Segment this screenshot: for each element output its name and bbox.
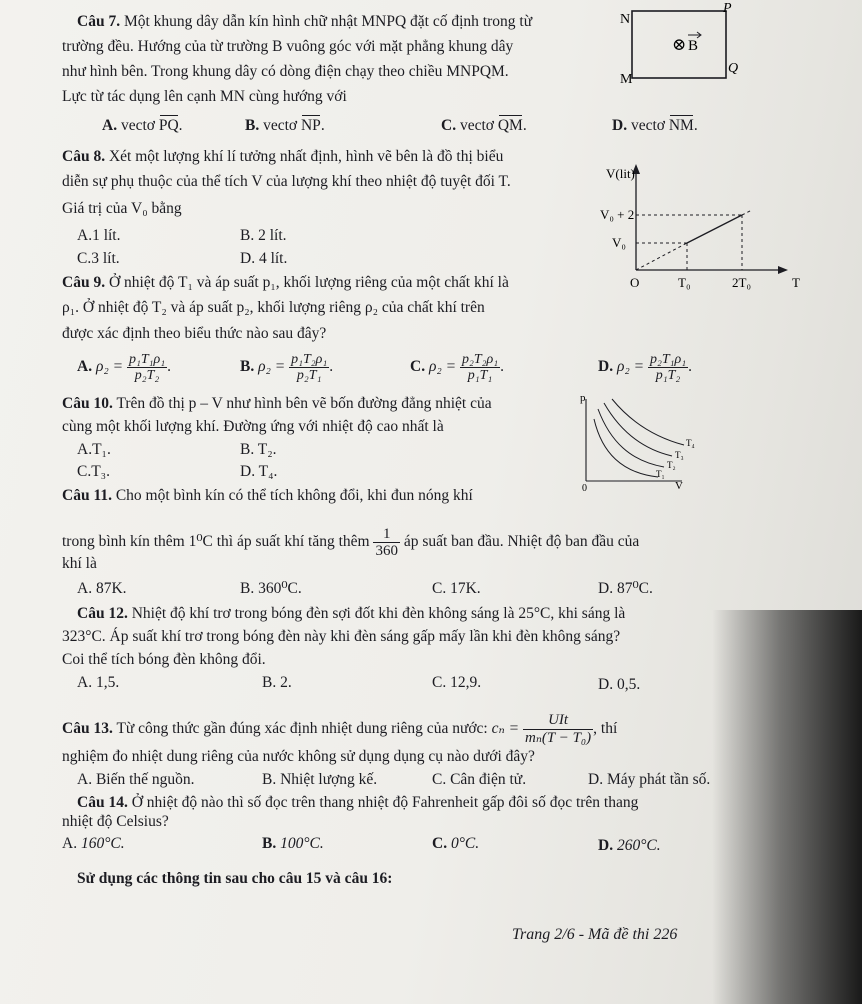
vt-y-tick-low: V₀	[612, 235, 626, 250]
vt-x-tick-1: T₀	[678, 275, 691, 290]
q9-option-d[interactable]: D. ρ₂ = $\frac{\text{p₂T₁ρ₁}}{\text{p₁T₂}}$ .	[598, 352, 692, 383]
q9-option-a[interactable]: A. ρ₂ = $\frac{\text{p₁T₁ρ₁}}{\text{p₂T₂}}$ .	[77, 352, 171, 383]
pv-x-axis-label: V	[675, 480, 683, 492]
q7-line-2: trường đều. Hướng của từ trường B vuông góc với mặt phẳng khung dây	[62, 38, 514, 55]
q11-option-a[interactable]: A. 87K.	[77, 580, 127, 597]
q7-option-c[interactable]: C. vectơ QM.	[441, 117, 527, 134]
q7-option-d[interactable]: D. vectơ NM.	[612, 117, 698, 134]
q12-option-a[interactable]: A. 1,5.	[77, 674, 120, 691]
q11-option-d[interactable]: D. 87⁰C.	[598, 580, 653, 597]
label-p: P	[723, 1, 732, 16]
q10-option-c[interactable]: C.T₃.	[77, 463, 110, 480]
vt-x-tick-2: 2T₀	[732, 275, 751, 290]
q8-option-c[interactable]: C.3 lít.	[77, 250, 120, 267]
pv-curve-label-t4: T₄	[686, 438, 695, 448]
q9-option-c[interactable]: C. ρ₂ = $\frac{\text{p₂T₂ρ₁}}{\text{p₁T₁}}$ .	[410, 352, 504, 383]
vt-y-tick-high: V₀ + 2	[600, 207, 635, 222]
vector-np: NP	[300, 117, 321, 134]
q11-option-b[interactable]: B. 360⁰C.	[240, 580, 302, 597]
vector-qm: QM	[497, 117, 523, 134]
q10-option-b[interactable]: B. T₂.	[240, 441, 277, 458]
q11-option-c[interactable]: C. 17K.	[432, 580, 481, 597]
field-b-label: B	[688, 38, 699, 54]
q14-option-d[interactable]: D. 260°C.	[598, 837, 661, 854]
q7-line-3: như hình bên. Trong khung dây có dòng điện chạy theo chiều MNPQM.	[62, 63, 509, 80]
pv-curve-label-t3: T₃	[675, 450, 684, 460]
label-q: Q	[728, 61, 739, 76]
q12-line-2: 323°C. Áp suất khí trơ trong bóng đèn này khi đèn sáng gấp mấy lần khi đèn không sáng?	[62, 628, 621, 645]
vector-nm: NM	[668, 117, 694, 134]
q11-line-1: Câu 11. Cho một bình kín có thể tích không đổi, khi đun nóng khí	[62, 487, 473, 504]
q7-option-b[interactable]: B. vectơ NP.	[245, 117, 325, 134]
q14-option-b[interactable]: B. 100°C.	[262, 835, 324, 852]
vt-x-axis-label: T	[792, 275, 800, 290]
q10-pv-graph	[572, 393, 712, 493]
q9-line-2: ρ₁. Ở nhiệt độ T₂ và áp suất p₂, khối lượng riêng ρ₂ của chất khí trên	[62, 299, 485, 316]
pv-curve-label-t1: T₁	[656, 469, 665, 479]
pv-origin: 0	[582, 483, 587, 494]
q7-frame-figure	[620, 0, 740, 100]
q12-option-d[interactable]: D. 0,5.	[598, 676, 641, 693]
q12-line-3: Coi thể tích bóng đèn không đổi.	[62, 651, 266, 668]
pv-y-axis-label: p	[580, 392, 586, 404]
q8-line-2: diễn sự phụ thuộc của thể tích V của lượng khí theo nhiệt độ tuyệt đối T.	[62, 173, 511, 190]
q13-line-2: nghiệm đo nhiệt dung riêng của nước không sử dụng dụng cụ nào dưới đây?	[62, 748, 535, 765]
vt-origin: O	[630, 275, 640, 290]
q8-line-3: Giá trị của V₀ bằng	[62, 200, 182, 217]
q13-option-a[interactable]: A. Biến thế nguồn.	[77, 771, 195, 788]
q9-line-3: được xác định theo biểu thức nào sau đây?	[62, 325, 327, 342]
field-into-page-icon: ⊗	[672, 35, 687, 54]
q10-line-2: cùng một khối lượng khí. Đường ứng với nhiệt độ cao nhất là	[62, 418, 444, 435]
q11-line-3: khí là	[62, 555, 97, 572]
q14-line-1: Câu 14. Ở nhiệt độ nào thì số đọc trên thang nhiệt độ Fahrenheit gấp đôi số đọc trên thang	[77, 794, 639, 811]
page-footer: Trang 2/6 - Mã đề thi 226	[512, 926, 678, 943]
q9-option-b[interactable]: B. ρ₂ = $\frac{\text{p₁T₂ρ₁}}{\text{p₂T₁}}$ .	[240, 352, 334, 383]
q13-line-1: Câu 13. Từ công thức gần đúng xác định nhiệt dung riêng của nước: cₙ = $\frac{\text{UIt}}{\text{mₙ(T − T₀)}}$ , thí	[62, 712, 618, 746]
q10-option-d[interactable]: D. T₄.	[240, 463, 278, 480]
q7-line-4: Lực từ tác dụng lên cạnh MN cùng hướng với	[62, 88, 347, 105]
vt-y-axis-label: V(lit)	[606, 166, 635, 181]
q14-option-c[interactable]: C. 0°C.	[432, 835, 480, 852]
q13-option-d[interactable]: D. Máy phát tần số.	[588, 771, 711, 788]
shared-info-heading: Sử dụng các thông tin sau cho câu 15 và câu 16:	[77, 870, 393, 887]
q9-line-1: Câu 9. Ở nhiệt độ T₁ và áp suất p₁, khối lượng riêng của một chất khí là	[62, 274, 509, 291]
q7-option-a[interactable]: A. vectơ PQ.	[102, 117, 183, 134]
q13-option-c[interactable]: C. Cân điện tử.	[432, 771, 527, 788]
vector-pq: PQ	[158, 117, 179, 134]
q8-option-d[interactable]: D. 4 lít.	[240, 250, 288, 267]
q7-line-1: Câu 7. Một khung dây dẫn kín hình chữ nhật MNPQ đặt cố định trong từ	[77, 13, 533, 30]
pv-curve-label-t2: T₂	[667, 460, 676, 470]
q8-option-b[interactable]: B. 2 lít.	[240, 227, 287, 244]
q8-option-a[interactable]: A.1 lít.	[77, 227, 121, 244]
q10-line-1: Câu 10. Trên đồ thị p – V như hình bên vẽ bốn đường đẳng nhiệt của	[62, 395, 492, 412]
q10-option-a[interactable]: A.T₁.	[77, 441, 111, 458]
label-n: N	[620, 12, 631, 27]
q8-vt-graph	[592, 160, 832, 295]
q12-option-b[interactable]: B. 2.	[262, 674, 292, 691]
q11-line-2: trong bình kín thêm 1⁰C thì áp suất khí tăng thêm $\frac{1}{360}$ áp suất ban đầu. Nhiệt độ ban đầu của	[62, 526, 640, 559]
q14-option-a[interactable]: A. 160°C.	[62, 835, 125, 852]
q12-line-1: Câu 12. Nhiệt độ khí trơ trong bóng đèn sợi đốt khi đèn không sáng là 25°C, khi sáng là	[77, 605, 626, 622]
label-m: M	[620, 72, 633, 87]
q12-option-c[interactable]: C. 12,9.	[432, 674, 482, 691]
q8-line-1: Câu 8. Xét một lượng khí lí tưởng nhất định, hình vẽ bên là đồ thị biểu	[62, 148, 504, 165]
q14-line-2: nhiệt độ Celsius?	[62, 813, 169, 830]
q13-option-b[interactable]: B. Nhiệt lượng kế.	[262, 771, 378, 788]
